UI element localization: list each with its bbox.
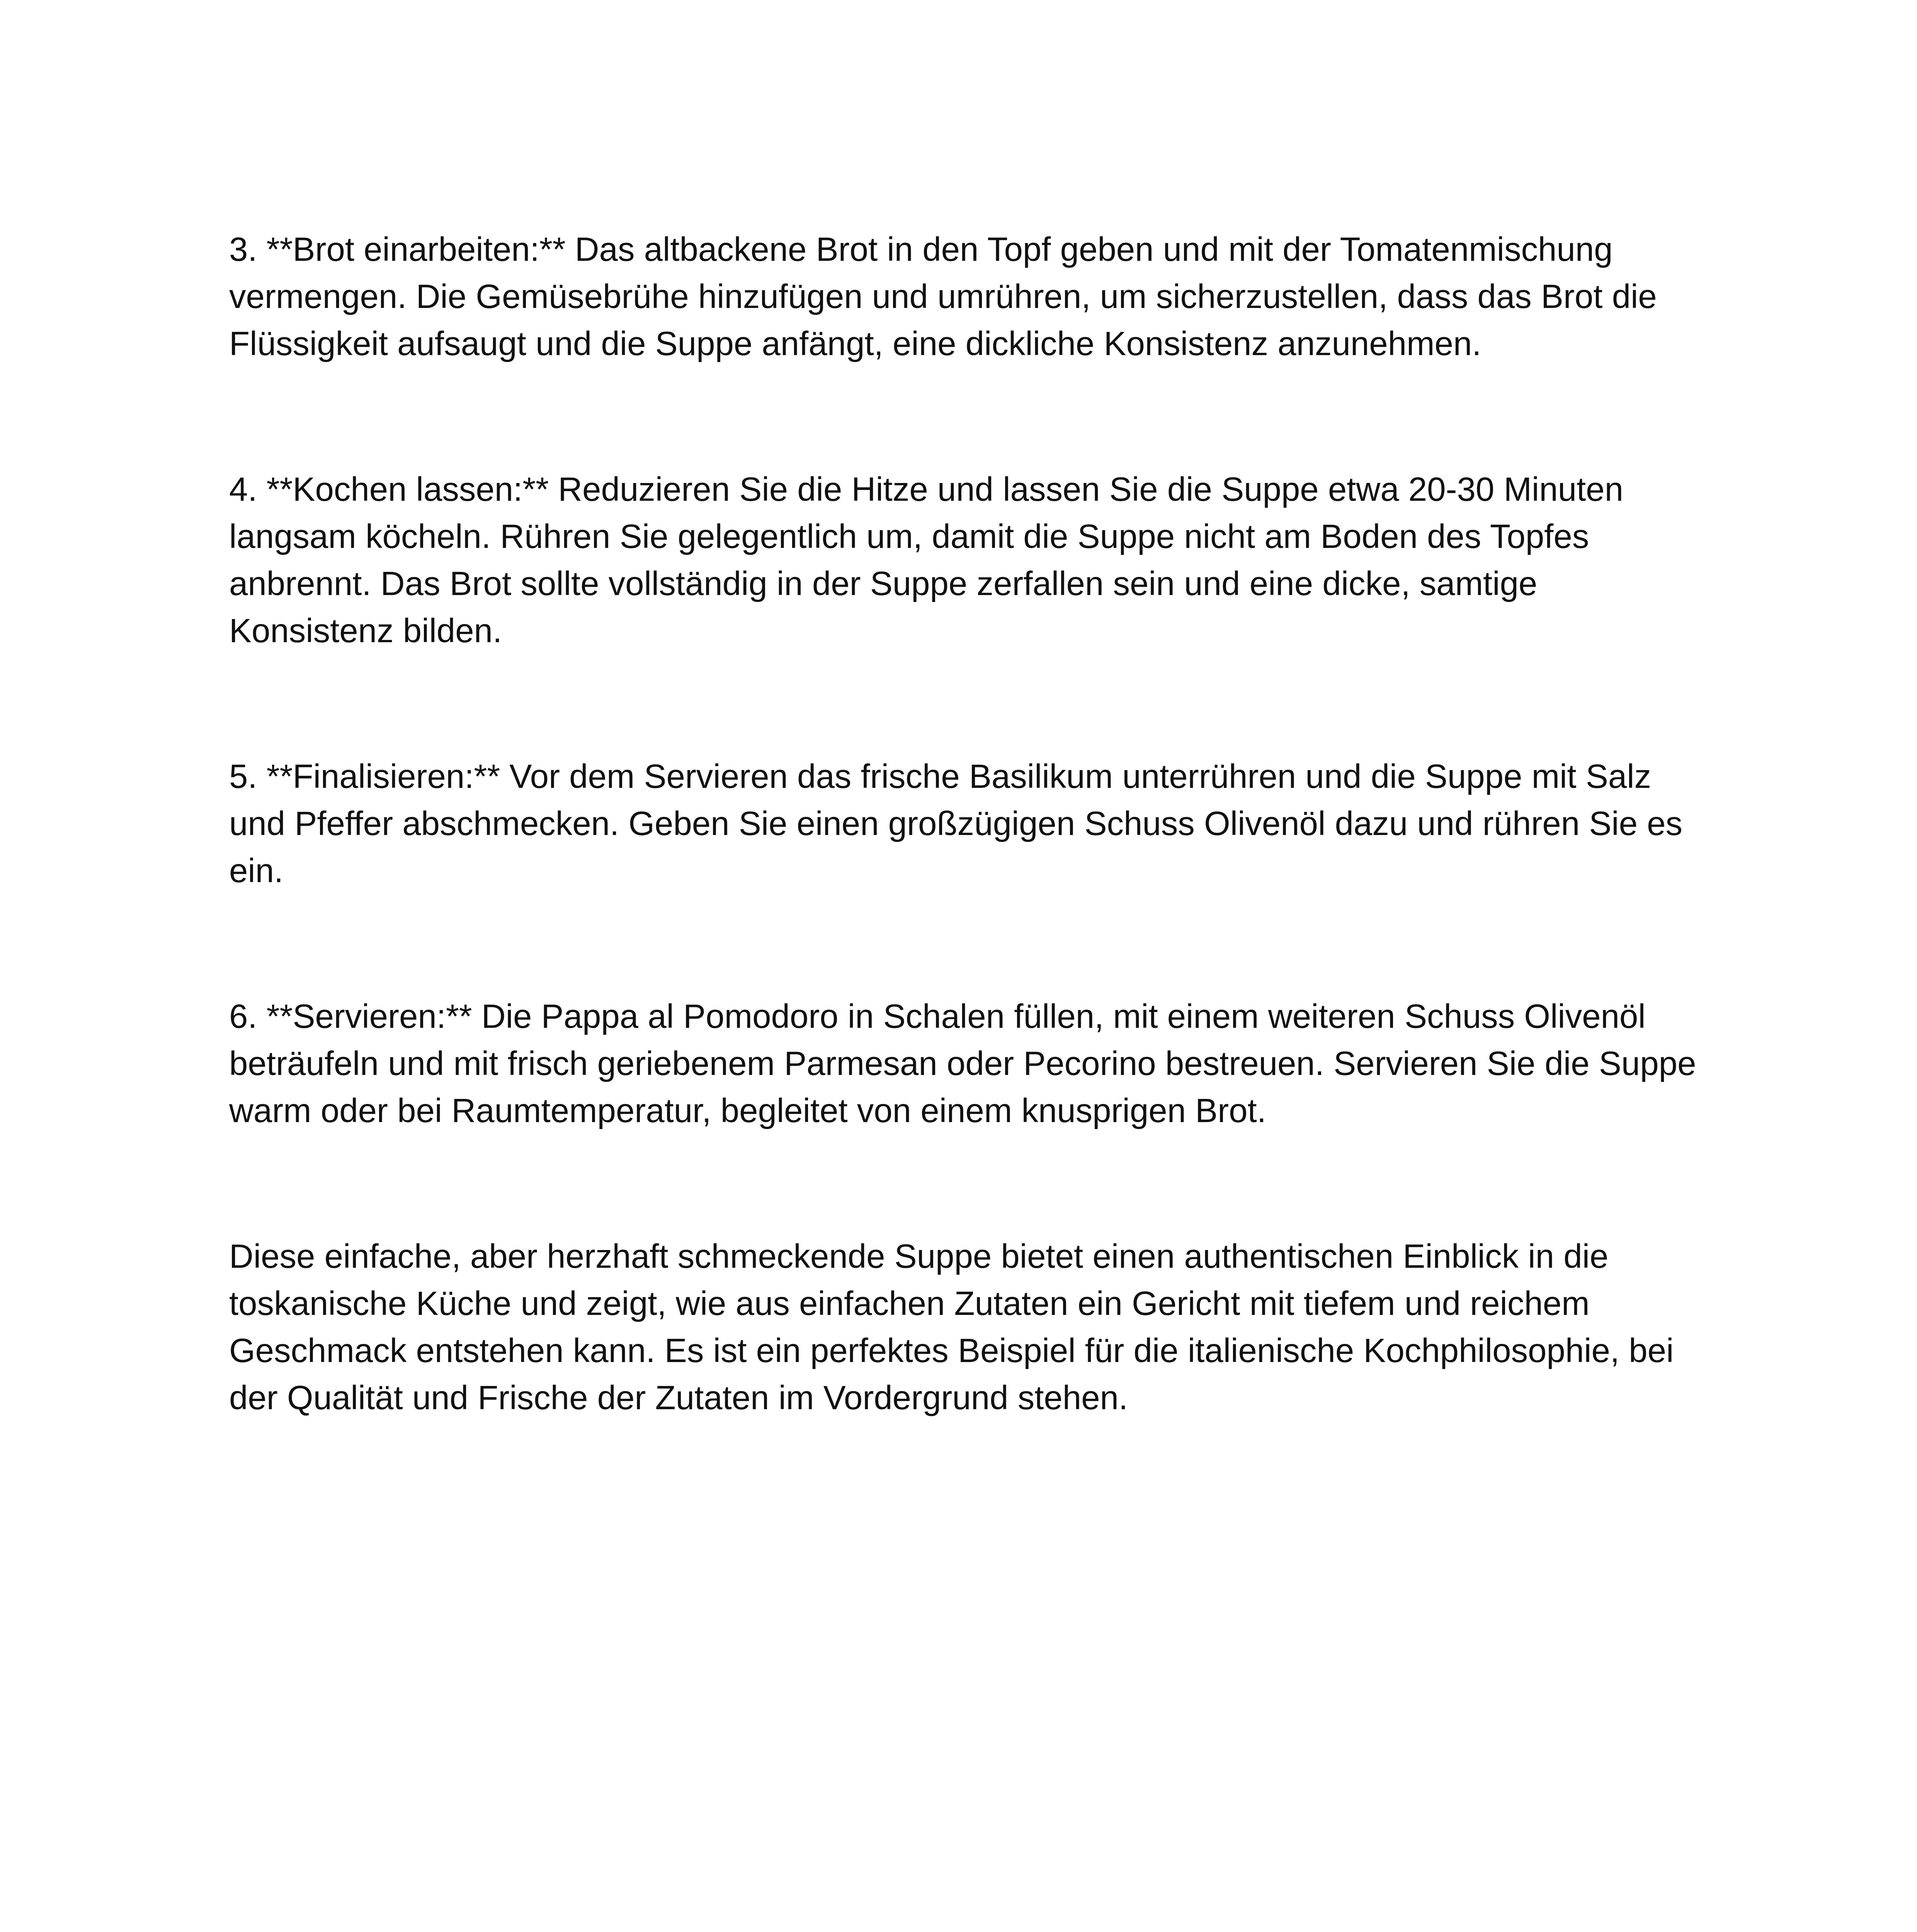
paragraph-step-4: 4. **Kochen lassen:** Reduzieren Sie die Hitze und lassen Sie die Suppe etwa 20-30 Minuten langsam köcheln. Rühren Sie gelegentlich um, damit die Suppe nicht am Boden des Topfes anbrennt. Das Brot sollte vollständig in der Suppe zerfallen sein und eine dicke, samtige Konsistenz bilden. (229, 471, 1623, 650)
paragraph-step-5: 5. **Finalisieren:** Vor dem Servieren das frische Basilikum unterrühren und die Suppe mit Salz und Pfeffer abschmecken. Geben Sie einen großzügigen Schuss Olivenöl dazu und rühren Sie es ein. (229, 758, 1683, 889)
paragraph-step-6: 6. **Servieren:** Die Pappa al Pomodoro in Schalen füllen, mit einem weiteren Schuss Olivenöl beträufeln und mit frisch geriebenem Parmesan oder Pecorino bestreuen. Servieren Sie die Suppe warm oder bei Raumtemperatur, begleitet von einem knusprigen Brot. (229, 998, 1696, 1129)
document-body (229, 226, 1701, 1422)
paragraph-conclusion: Diese einfache, aber herzhaft schmeckende Suppe bietet einen authentischen Einblick in die toskanische Küche und zeigt, wie aus einfachen Zutaten ein Gericht mit tiefem und reichem Geschmack entstehen kann. Es ist ein perfektes Beispiel für die italienische Kochphilosophie, bei der Qualität und Frische der Zutaten im Vordergrund stehen. (229, 1238, 1674, 1417)
paragraph-step-3: 3. **Brot einarbeiten:** Das altbackene Brot in den Topf geben und mit der Tomatenmischung vermengen. Die Gemüsebrühe hinzufügen und umrühren, um sicherzustellen, dass das Brot die Flüssigkeit aufsaugt und die Suppe anfängt, eine dickliche Konsistenz anzunehmen. (229, 231, 1657, 362)
